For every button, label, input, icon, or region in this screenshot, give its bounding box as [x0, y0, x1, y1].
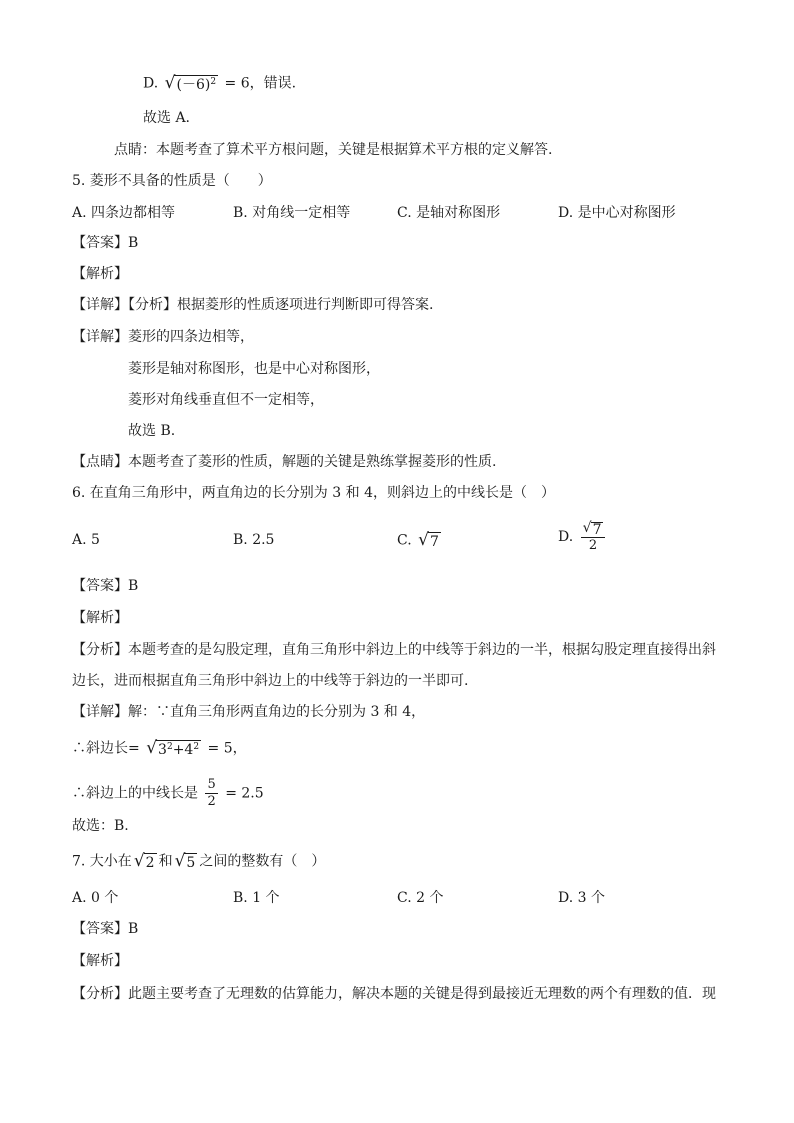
q6-answer: 【答案】B [72, 578, 139, 594]
option-label: D. [558, 529, 574, 545]
q7-option-b: B. 1 个 [233, 890, 280, 906]
q5-analysis-title: 【解析】 [72, 266, 128, 282]
fraction: √ 7 2 [581, 520, 606, 554]
q6-option-a: A. 5 [72, 532, 100, 548]
radical-sign-icon: √ [146, 738, 158, 758]
radical-sign-icon: √ [164, 73, 176, 93]
radical-sign-icon: √ [133, 851, 145, 871]
sqrt-expression: √ 2 [133, 851, 155, 871]
q7-option-a: A. 0 个 [72, 890, 119, 906]
q5-option-c: C. 是轴对称图形 [397, 205, 501, 221]
q6-detail-line: 【详解】解：∵直角三角形两直角边的长分别为 3 和 4， [72, 704, 426, 720]
verdict: ，错误. [249, 75, 297, 92]
q6-analysis-line: 【分析】本题考查的是勾股定理，直角三角形中斜边上的中线等于斜边的一半，根据勾股定理直接得出斜 [72, 642, 716, 658]
radical-sign-icon: √ [582, 520, 592, 536]
q5-detail-line: 故选 B. [128, 423, 176, 439]
radical-sign-icon: √ [174, 851, 186, 871]
sqrt-expression: √ 7 [418, 530, 439, 550]
q6-detail-median: ∴斜边上的中线长是 $\frac{5}{2}$ = 2.5 [72, 777, 264, 809]
q5-answer: 【答案】B [72, 235, 139, 251]
q7-option-d: D. 3 个 [558, 890, 605, 906]
q6-option-c [397, 530, 443, 551]
q6-option-b: B. 2.5 [233, 532, 275, 548]
q7-option-c: C. 2 个 [397, 890, 444, 906]
q7-analysis-title: 【解析】 [72, 953, 128, 969]
sqrt-expression: √ 7 [582, 520, 602, 538]
sqrt-expression: √ $(-6)^2$ [164, 73, 217, 93]
q6-detail-hypotenuse: ∴斜边长= √ $3^2+4^2$ = 5， [72, 738, 247, 758]
prev-answer: 故选 A. [143, 110, 191, 126]
q5-stem: 5. 菱形不具备的性质是（ ） [72, 173, 272, 189]
option-label: D. [143, 75, 159, 92]
q6-option-d [558, 520, 608, 554]
q7-analysis-line: 【分析】此题主要考查了无理数的估算能力，解决本题的关键是得到最接近无理数的两个有理数的值．现 [72, 986, 716, 1002]
q7-answer: 【答案】B [72, 921, 139, 937]
prev-option-d [143, 73, 296, 94]
q6-analysis-line: 边长，进而根据直角三角形中斜边上的中线等于斜边的一半即可. [72, 673, 469, 689]
q5-comment: 【点睛】本题考查了菱形的性质，解题的关键是熟练掌握菱形的性质. [72, 454, 497, 470]
q5-option-b: B. 对角线一定相等 [233, 205, 351, 221]
expr-rhs: = 6 [224, 75, 250, 92]
sqrt-expression: √ $3^2+4^2$ [146, 738, 200, 758]
fraction: $\frac{5}{2}$ [207, 777, 216, 809]
sqrt-expression: √ 5 [174, 851, 196, 871]
q5-detail-analysis: 【详解】【分析】根据菱形的性质逐项进行判断即可得答案. [72, 297, 434, 313]
q5-detail-line: 【详解】菱形的四条边相等， [72, 329, 254, 345]
q6-analysis-title: 【解析】 [72, 610, 128, 626]
q5-option-a: A. 四条边都相等 [72, 205, 176, 221]
q5-detail-line: 菱形对角线垂直但不一定相等， [128, 392, 324, 408]
radical-sign-icon: √ [418, 530, 429, 550]
q6-stem: 6. 在直角三角形中，两直角边的长分别为 3 和 4，则斜边上的中线长是（ ） [72, 485, 555, 501]
q6-detail-line: 故选：B. [72, 818, 129, 834]
q7-stem: 7. 大小在 √ 2 和 √ 5 之间的整数有（ ） [72, 851, 326, 871]
q5-option-d: D. 是中心对称图形 [558, 205, 676, 221]
option-label: C. [397, 532, 412, 549]
prev-comment: 点睛：本题考查了算术平方根问题，关键是根据算术平方根的定义解答. [114, 142, 553, 158]
q5-detail-line: 菱形是轴对称图形，也是中心对称图形， [128, 361, 380, 377]
